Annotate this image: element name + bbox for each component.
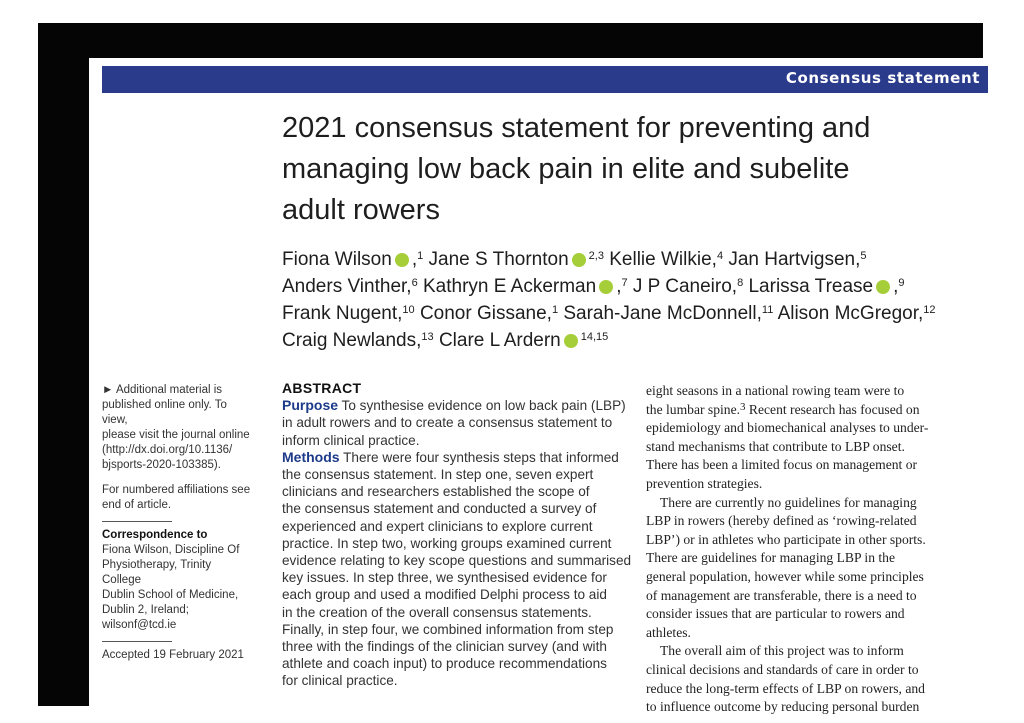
section-label: Consensus statement: [785, 69, 980, 87]
body-text: general population, however while some principles: [646, 568, 924, 584]
title-line: 2021 consensus statement for preventing and: [282, 112, 871, 144]
body-text: clinical decisions and standards of care in order to: [646, 661, 919, 677]
correspondence-heading: Correspondence to: [102, 529, 208, 541]
orcid-icon[interactable]: [572, 253, 586, 267]
body-text: reduce the long-term effects of LBP on rowers, and: [646, 680, 925, 696]
abstract-line: practice. In step two, working groups examined current: [282, 535, 612, 551]
body-text: consider issues that are particular to rowers and: [646, 606, 905, 622]
abstract-line: for clinical practice.: [282, 673, 398, 689]
affiliation-superscript: 8: [737, 277, 744, 289]
article-title: [282, 108, 932, 231]
author-name: Conor Gissane,: [419, 303, 552, 324]
author-line: [282, 273, 982, 300]
abstract-line: each group and used a modified Delphi process to aid: [282, 587, 607, 603]
abstract-line: inform clinical practice.: [282, 432, 420, 448]
author-line: [282, 327, 982, 354]
body-text: stand mechanisms that contribute to LBP onset.: [646, 438, 905, 454]
author-name: Larissa Trease: [748, 276, 874, 297]
doi-link[interactable]: (http://dx.doi.org/10.1136/: [102, 444, 233, 456]
author-name: Alison McGregor,: [777, 303, 924, 324]
orcid-icon[interactable]: [599, 280, 613, 294]
affiliation-superscript: 1: [417, 250, 424, 262]
journal-page: [89, 58, 1007, 715]
correspondence-line: Dublin School of Medicine,: [102, 589, 239, 601]
affiliation-superscript: 5: [860, 250, 867, 262]
abstract-line: experienced and expert clinicians to explore current: [282, 518, 593, 534]
abstract-text: To synthesise evidence on low back pain (LBP): [341, 398, 626, 414]
reference-superscript[interactable]: 3: [740, 400, 746, 413]
body-text-line: [646, 680, 991, 699]
body-text-line: [646, 438, 991, 457]
body-text-line: [646, 549, 991, 568]
abstract-line: three with the findings of the clinician survey (and with: [282, 639, 607, 655]
abstract-line: evidence relating to key scope questions and summarised: [282, 553, 632, 569]
author-name: Jan Hartvigsen,: [728, 249, 861, 270]
orcid-icon[interactable]: [395, 253, 409, 267]
author-line: [282, 246, 982, 273]
body-text: athletes.: [646, 624, 691, 640]
body-text-line: [646, 661, 991, 680]
methods-label: Methods: [282, 448, 340, 465]
abstract-line: the consensus statement and conducted a survey of: [282, 501, 597, 517]
additional-material-note: [102, 383, 252, 473]
body-text: There are currently no guidelines for managing: [660, 494, 917, 510]
body-text: to influence outcome by reducing personal burden: [646, 699, 920, 715]
affiliation-superscript: 12: [923, 304, 936, 316]
body-text-line: [646, 512, 991, 531]
affiliation-superscript: 7: [621, 277, 628, 289]
author-name: Craig Newlands,: [282, 330, 422, 351]
body-text-line: [646, 531, 991, 550]
body-text: LBP’) or in athletes who participate in other sports.: [646, 531, 926, 547]
body-text-line: [646, 605, 991, 624]
author-separator: ,: [893, 276, 899, 297]
affiliation-superscript: 9: [898, 277, 905, 289]
body-text: There are guidelines for managing LBP in the: [646, 550, 896, 566]
abstract-text: There were four synthesis steps that informed: [343, 449, 619, 465]
body-text: The overall aim of this project was to inform: [660, 643, 904, 659]
body-text-line: [646, 698, 991, 715]
author-name: Jane S Thornton: [428, 249, 569, 270]
author-separator: ,: [616, 276, 622, 297]
author-name: Kellie Wilkie,: [609, 249, 717, 270]
note-line: please visit the journal online: [102, 429, 250, 441]
affiliation-superscript: 13: [421, 331, 434, 343]
abstract: [282, 380, 632, 690]
affiliation-superscript: 4: [716, 250, 724, 262]
abstract-line: clinicians and researchers established the scope of: [282, 484, 590, 500]
abstract-line: athlete and coach input) to produce recommendations: [282, 656, 607, 672]
body-text: eight seasons in a national rowing team were to: [646, 383, 905, 398]
affiliations-note: [102, 483, 252, 513]
author-name: Kathryn E Ackerman: [422, 276, 597, 297]
divider: [102, 521, 172, 522]
document-frame: [38, 23, 983, 715]
note-line: bjsports-2020-103385).: [102, 459, 221, 471]
note-line: end of article.: [102, 499, 172, 511]
body-text-line: [646, 382, 991, 401]
correspondence-line: Dublin 2, Ireland;: [102, 604, 189, 616]
title-line: managing low back pain in elite and subelite: [282, 153, 850, 185]
body-text: of management are transferable, there is a need to: [646, 587, 917, 603]
note-line: published online only. To view,: [102, 399, 227, 426]
orcid-icon[interactable]: [876, 280, 890, 294]
correspondence-email[interactable]: wilsonf@tcd.ie: [102, 619, 177, 631]
abstract-line: in the creation of the overall consensus statements.: [282, 604, 592, 620]
affiliation-superscript: 1: [551, 304, 559, 316]
correspondence-line: Fiona Wilson, Discipline Of: [102, 544, 240, 556]
author-name: Fiona Wilson: [282, 249, 392, 270]
author-name: J P Caneiro,: [632, 276, 738, 297]
body-text-line: [646, 568, 991, 587]
body-text-line: [646, 401, 991, 420]
body-text-line: [646, 642, 991, 661]
affiliation-superscript: 6: [411, 277, 418, 289]
body-text-column: [646, 382, 991, 715]
author-name: Frank Nugent,: [282, 303, 403, 324]
purpose-label: Purpose: [282, 397, 339, 414]
abstract-line: the consensus statement. In step one, seven expert: [282, 467, 594, 483]
affiliation-superscript: 14,15: [580, 331, 609, 343]
author-separator: ,: [411, 249, 418, 270]
body-text-line: [646, 419, 991, 438]
affiliation-superscript: 2,3: [588, 250, 604, 262]
affiliation-superscript: 11: [761, 304, 774, 316]
body-text: epidemiology and biomechanical analyses to under-: [646, 420, 929, 436]
abstract-line: in adult rowers and to create a consensus statement to: [282, 415, 613, 431]
abstract-line: key issues. In step three, we synthesised evidence for: [282, 570, 607, 586]
section-band: [102, 66, 988, 93]
body-text-line: [646, 587, 991, 606]
body-text-line: [646, 475, 991, 494]
orcid-icon[interactable]: [564, 334, 578, 348]
author-name: Clare L Ardern: [438, 330, 561, 351]
author-name: Sarah-Jane McDonnell,: [563, 303, 762, 324]
author-line: [282, 300, 982, 327]
author-name: Anders Vinther,: [282, 276, 412, 297]
body-text-line: [646, 624, 991, 643]
sidebar-notes: [102, 383, 252, 663]
abstract-heading: ABSTRACT: [282, 380, 362, 396]
title-line: adult rowers: [282, 194, 440, 226]
body-text: the lumbar spine.: [646, 401, 741, 417]
abstract-line: Finally, in step four, we combined information from step: [282, 621, 614, 637]
body-text: LBP in rowers (hereby defined as ‘rowing-related: [646, 513, 917, 529]
note-line: For numbered affiliations see: [102, 484, 251, 496]
body-text: Recent research has focused on: [745, 401, 920, 417]
correspondence-line: Physiotherapy, Trinity College: [102, 559, 212, 586]
body-text: There has been a limited focus on management or: [646, 457, 918, 473]
accepted-date: Accepted 19 February 2021: [102, 649, 244, 661]
body-text: prevention strategies.: [646, 475, 763, 491]
body-text-line: [646, 456, 991, 475]
author-list: [282, 246, 982, 354]
body-text-line: [646, 494, 991, 513]
note-line: ► Additional material is: [102, 384, 223, 396]
divider: [102, 641, 172, 642]
affiliation-superscript: 10: [402, 304, 415, 316]
